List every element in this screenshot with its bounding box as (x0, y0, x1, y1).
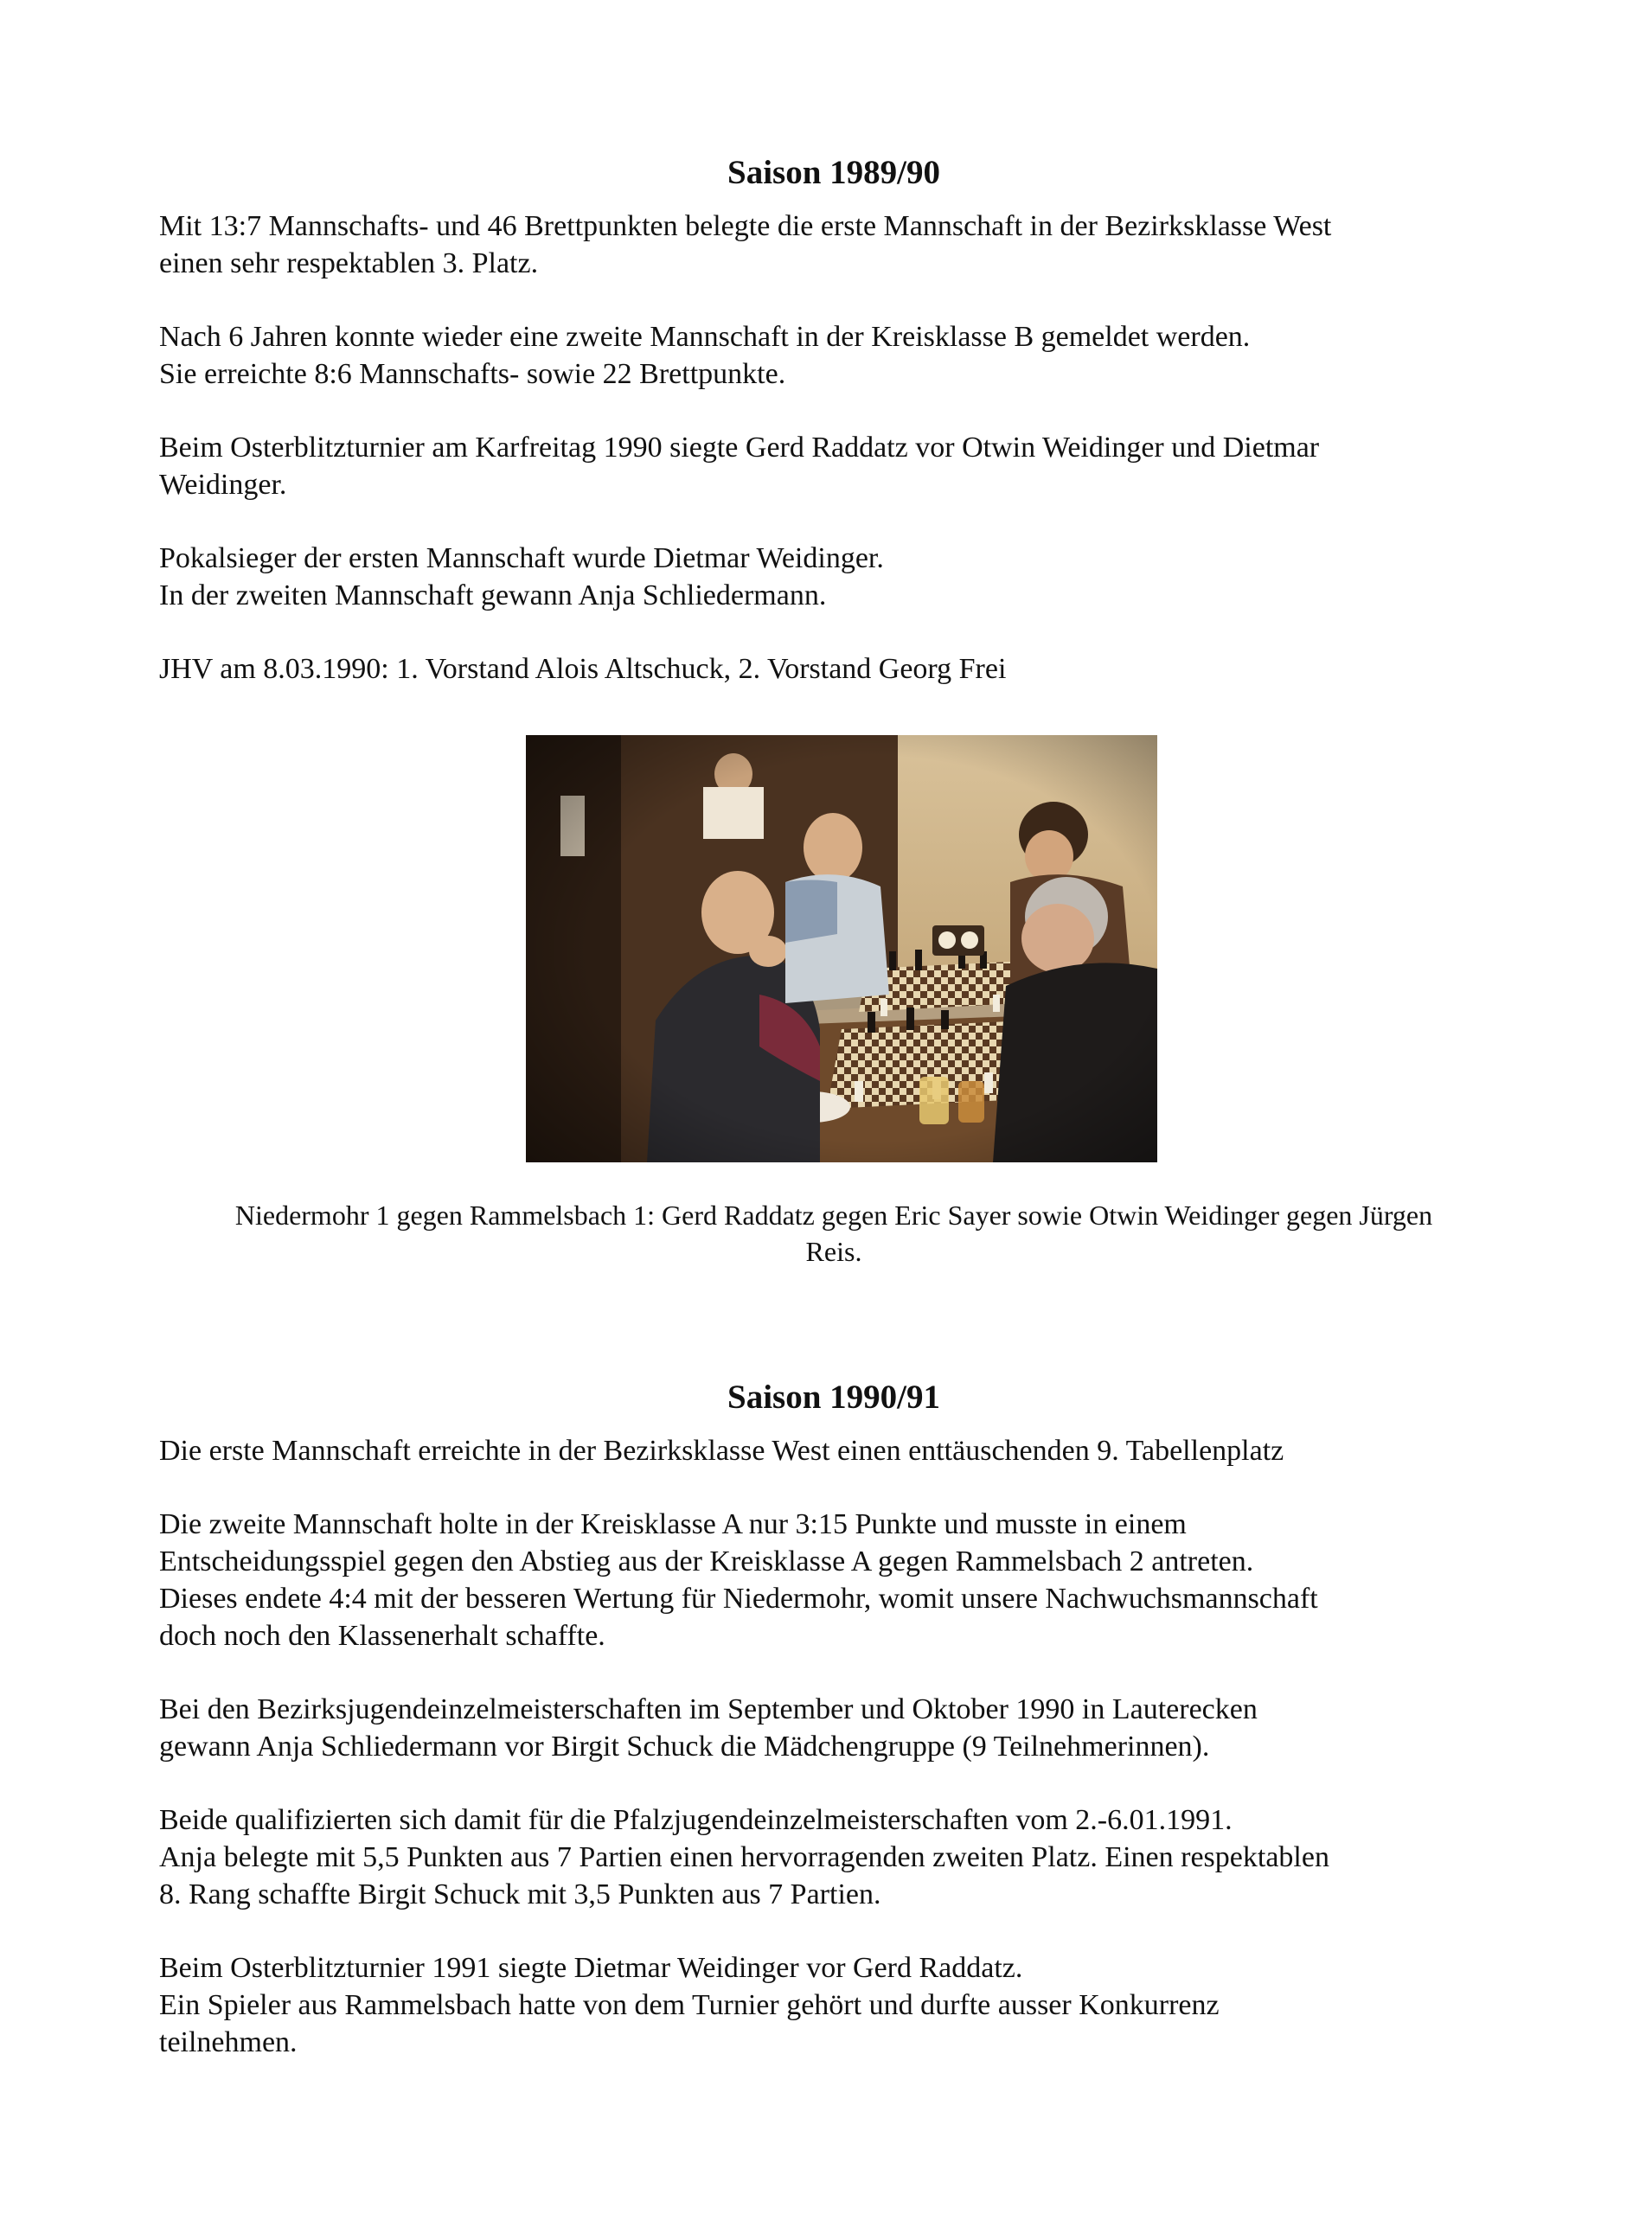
text-line: Nach 6 Jahren konnte wieder eine zweite Mannschaft in der Kreisklasse B gemeldet werden. (159, 321, 1251, 353)
chess-match-photo (526, 735, 1157, 1162)
paragraph (159, 1691, 1508, 1765)
paragraph (159, 208, 1508, 282)
photo-illustration (526, 735, 1157, 1162)
photo-caption (159, 1197, 1508, 1270)
text-line: Beide qualifizierten sich damit für die Pfalzjugendeinzelmeisterschaften vom 2.-6.01.1991. (159, 1804, 1233, 1836)
section-saison-1989-90 (159, 149, 1508, 724)
text-line: Dieses endete 4:4 mit der besseren Wertung für Niedermohr, womit unsere Nachwuchsmannschaft (159, 1583, 1318, 1615)
caption-line: Niedermohr 1 gegen Rammelsbach 1: Gerd Raddatz gegen Eric Sayer sowie Otwin Weidinger gegen Jürgen (234, 1200, 1433, 1231)
paragraph (159, 650, 1508, 688)
text-line: Mit 13:7 Mannschafts- und 46 Brettpunkten belegte die erste Mannschaft in der Bezirksklasse West (159, 210, 1332, 242)
paragraph (159, 1949, 1508, 2061)
paragraph (159, 1432, 1508, 1469)
paragraph (159, 318, 1508, 393)
text-line: Anja belegte mit 5,5 Punkten aus 7 Partien einen hervorragenden zweiten Platz. Einen respektablen (159, 1841, 1329, 1873)
text-line: 8. Rang schaffte Birgit Schuck mit 3,5 Punkten aus 7 Partien. (159, 1878, 881, 1910)
section-saison-1990-91 (159, 1373, 1508, 2097)
caption-line: Reis. (805, 1236, 862, 1267)
text-line: Pokalsieger der ersten Mannschaft wurde Dietmar Weidinger. (159, 542, 884, 574)
text-line: doch noch den Klassenerhalt schaffte. (159, 1620, 605, 1652)
text-line: gewann Anja Schliedermann vor Birgit Schuck die Mädchengruppe (9 Teilnehmerinnen). (159, 1731, 1210, 1763)
text-line: Die erste Mannschaft erreichte in der Bezirksklasse West einen enttäuschenden 9. Tabellenplatz (159, 1435, 1284, 1467)
text-line: Bei den Bezirksjugendeinzelmeisterschaften im September und Oktober 1990 in Lauterecken (159, 1693, 1258, 1725)
paragraph (159, 429, 1508, 503)
paragraph (159, 540, 1508, 614)
text-line: Sie erreichte 8:6 Mannschafts- sowie 22 Brettpunkte. (159, 358, 786, 390)
text-line: Entscheidungsspiel gegen den Abstieg aus der Kreisklasse A gegen Rammelsbach 2 antreten. (159, 1545, 1254, 1577)
section-heading: Saison 1989/90 (727, 154, 940, 191)
text-line: einen sehr respektablen 3. Platz. (159, 247, 539, 279)
text-line: Ein Spieler aus Rammelsbach hatte von dem Turnier gehört und durfte ausser Konkurrenz (159, 1989, 1220, 2021)
text-line: JHV am 8.03.1990: 1. Vorstand Alois Altschuck, 2. Vorstand Georg Frei (159, 653, 1007, 685)
text-line: Weidinger. (159, 469, 287, 501)
paragraph (159, 1801, 1508, 1913)
section-heading: Saison 1990/91 (727, 1379, 940, 1416)
text-line: teilnehmen. (159, 2026, 298, 2058)
text-line: In der zweiten Mannschaft gewann Anja Schliedermann. (159, 579, 827, 611)
paragraph (159, 1506, 1508, 1654)
text-line: Die zweite Mannschaft holte in der Kreisklasse A nur 3:15 Punkte und musste in einem (159, 1508, 1187, 1540)
text-line: Beim Osterblitzturnier 1991 siegte Dietmar Weidinger vor Gerd Raddatz. (159, 1952, 1023, 1984)
text-line: Beim Osterblitzturnier am Karfreitag 1990 siegte Gerd Raddatz vor Otwin Weidinger und Dietmar (159, 432, 1320, 464)
